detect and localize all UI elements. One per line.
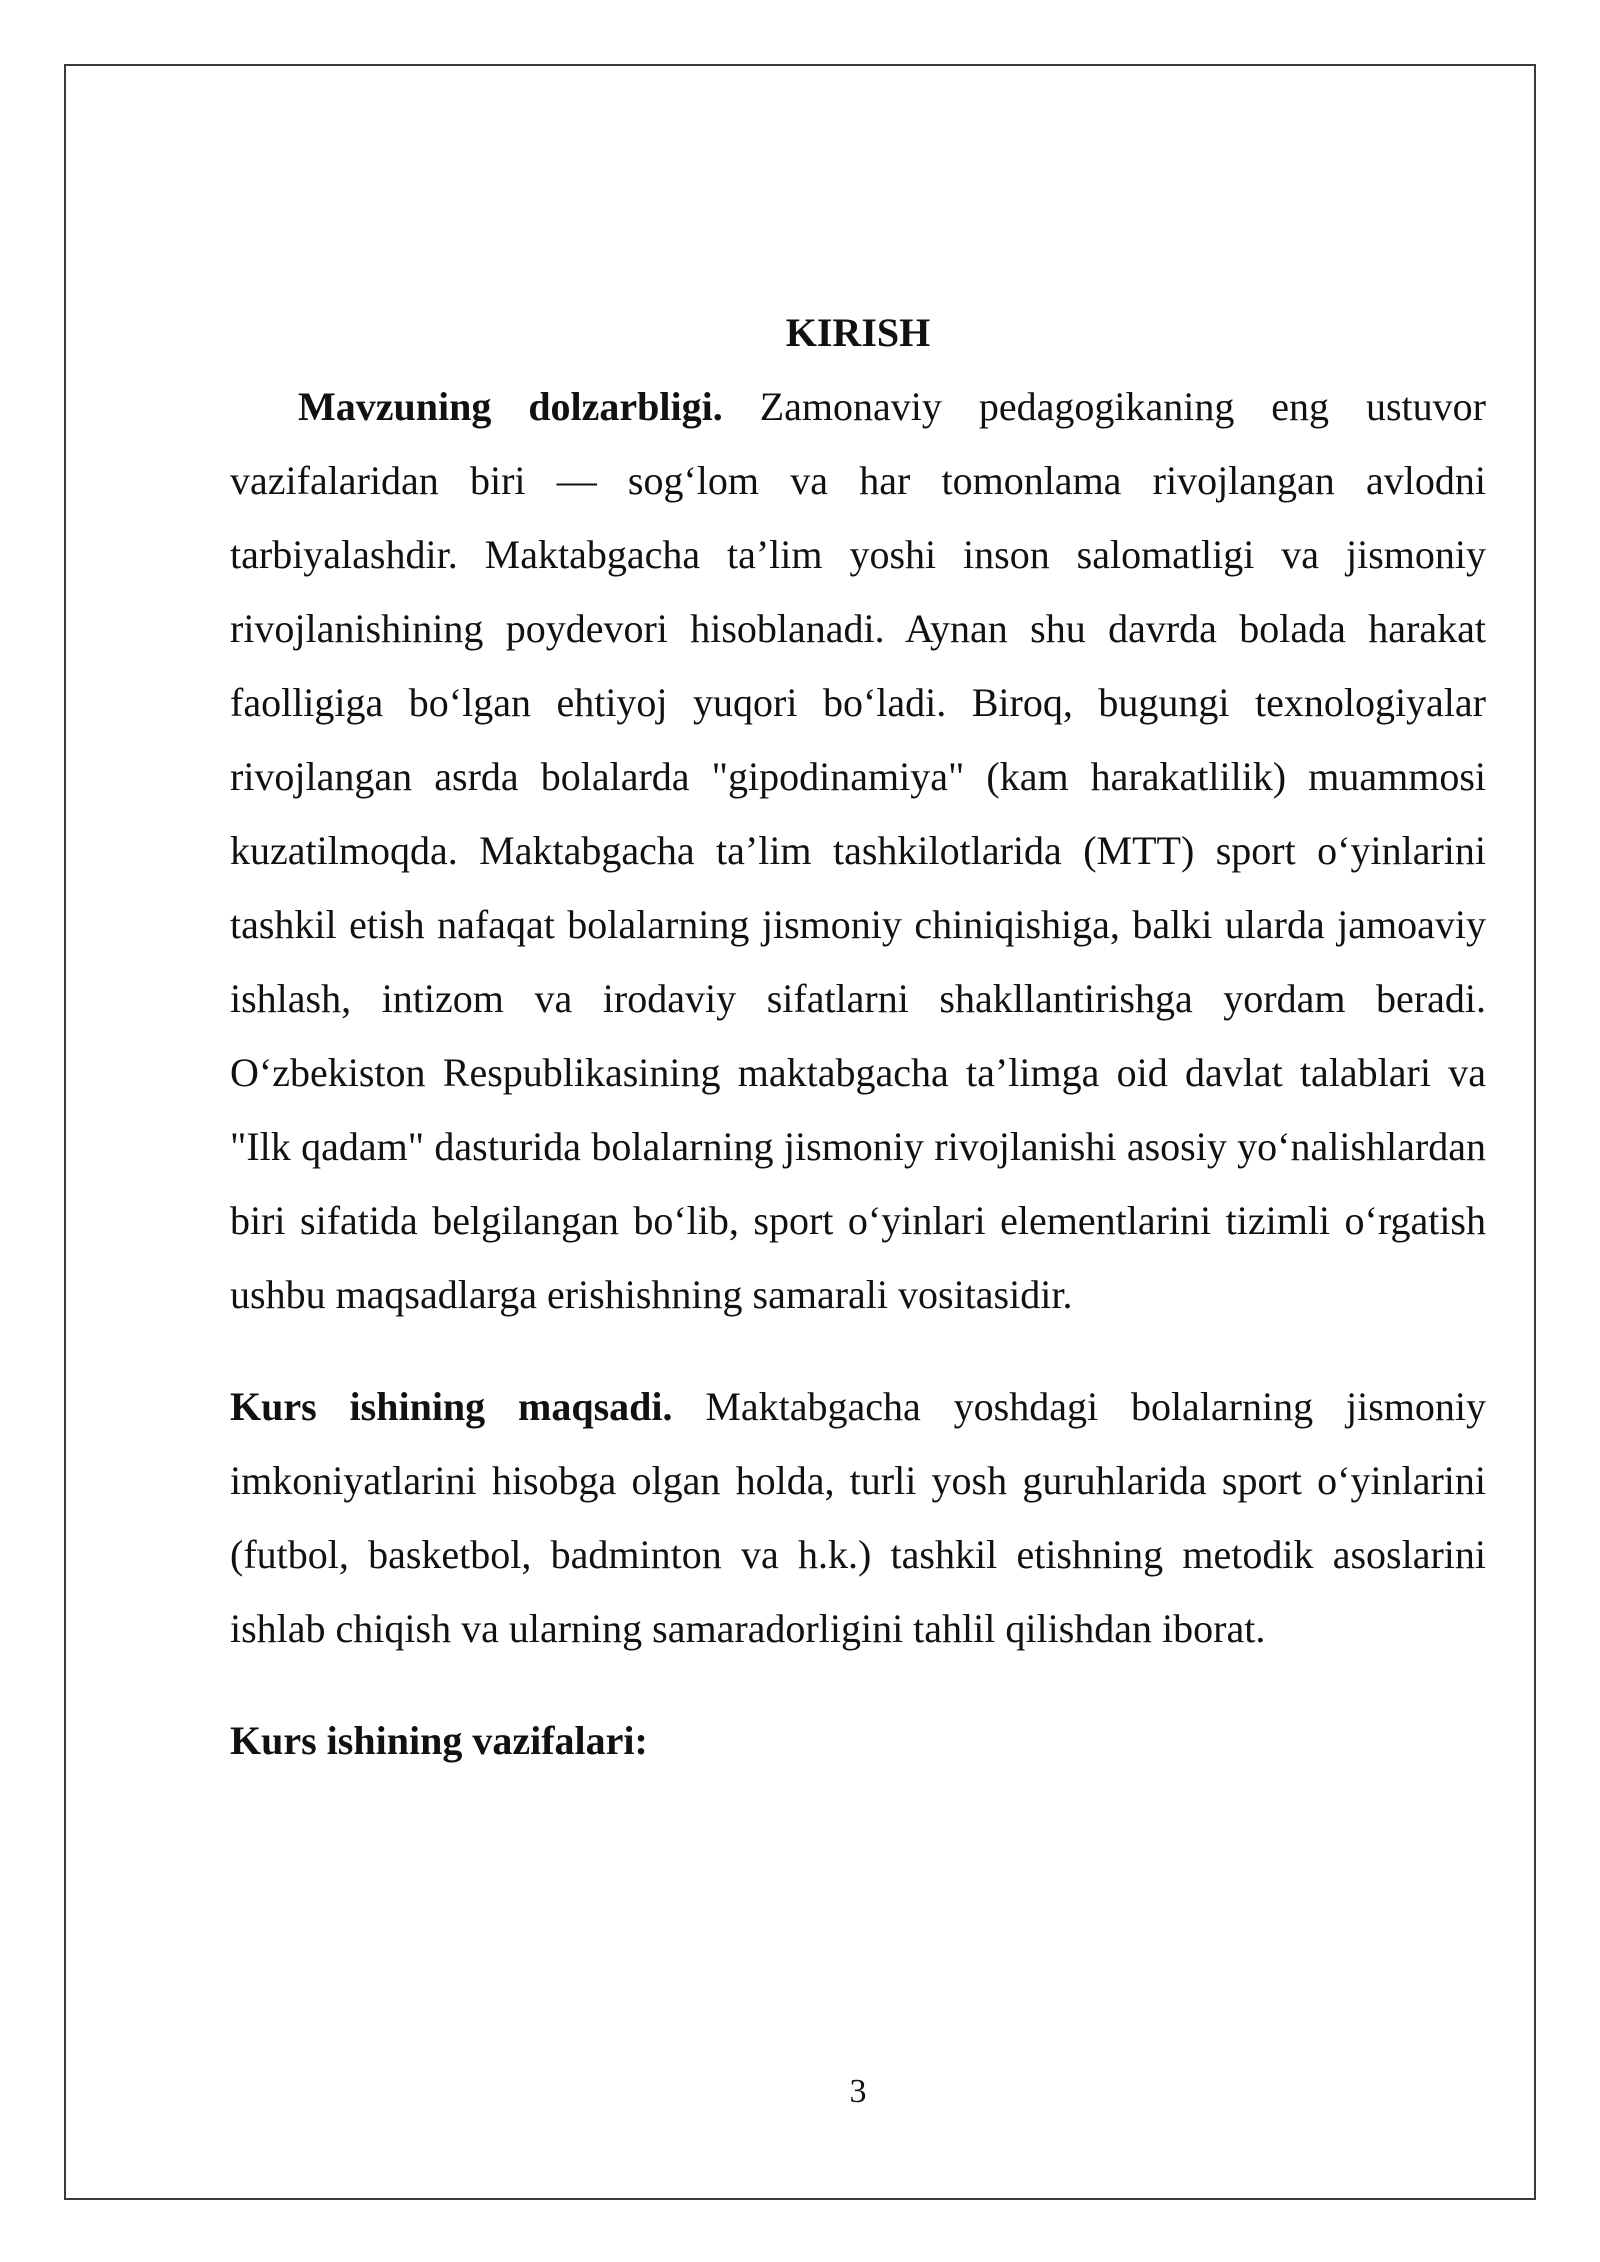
page-content <box>230 296 1486 1778</box>
goal-label: Kurs ishining maqsadi. <box>230 1384 673 1429</box>
relevance-paragraph <box>230 370 1486 1332</box>
goal-text: Maktabgacha yoshdagi bolalarning jismoniy imkoniyatlarini hisobga olgan holda, turli yosh guruhlarida sport o‘yinlarini (futbol, basketbol, badminton va h.k.) tashkil etishning metodik asoslarini ishlab chiqish va ularning samaradorligini tahlil qilishdan iborat. <box>230 1384 1486 1651</box>
goal-paragraph <box>230 1370 1486 1666</box>
paragraph-spacer <box>230 1666 1486 1704</box>
page-number: 3 <box>849 2073 867 2110</box>
relevance-text: Zamonaviy pedagogikaning eng ustuvor vazifalaridan biri — sog‘lom va har tomonlama rivojlangan avlodni tarbiyalashdir. Maktabgacha ta’lim yoshi inson salomatligi va jismoniy rivojlanishining poydevori hisoblanadi. Aynan shu davrda bolada harakat faolligiga bo‘lgan ehtiyoj yuqori bo‘ladi. Biroq, bugungi texnologiyalar rivojlangan asrda bolalarda "gipodinamiya" (kam harakatlilik) muammosi kuzatilmoqda. Maktabgacha ta’lim tashkilotlarida (MTT) sport o‘yinlarini tashkil etish nafaqat bolalarning jismoniy chiniqishiga, balki ularda jamoaviy ishlash, intizom va irodaviy sifatlarni shakllantirishga yordam beradi. O‘zbekiston Respublikasining maktabgacha ta’limga oid davlat talablari va "Ilk qadam" dasturida bolalarning jismoniy rivojlanishi asosiy yo‘nalishlardan biri sifatida belgilangan bo‘lib, sport o‘yinlari elementlarini tizimli o‘rgatish ushbu maqsadlarga erishishning samarali vositasidir. <box>230 384 1486 1317</box>
paragraph-spacer <box>230 1332 1486 1370</box>
relevance-label: Mavzuning dolzarbligi. <box>298 384 723 429</box>
tasks-heading: Kurs ishining vazifalari: <box>230 1718 648 1763</box>
section-heading: KIRISH <box>785 310 931 355</box>
